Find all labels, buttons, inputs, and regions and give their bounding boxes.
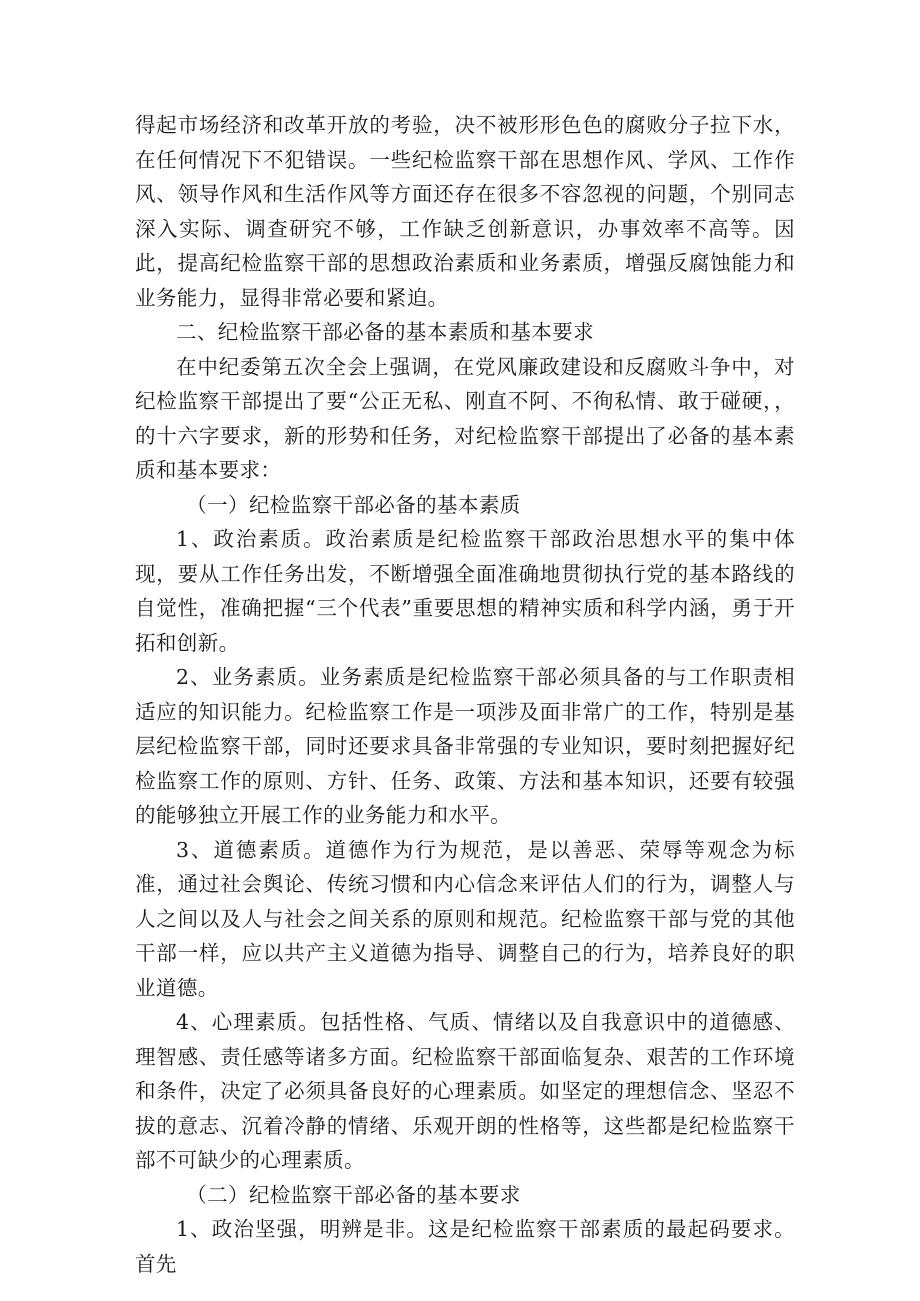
section-heading: 二、纪检监察干部必备的基本素质和基本要求 (176, 320, 594, 344)
paragraph: 2、业务素质。业务素质是纪检监察干部必须具备的与工作职责相适应的知识能力。纪检监察工作是一项涉及面非常广的工作，特别是基层纪检监察干部，同时还要求具备非常强的专业知识，要时刻把握好纪检监察工作的原则、方针、任务、政策、方法和基本知识，还要有较强的能够独立开展工作的业务能力和水平。 (135, 665, 795, 827)
paragraph: 4、心理素质。包括性格、气质、情绪以及自我意识中的道德感、理智感、责任感等诸多方面。纪检监察干部面临复杂、艰苦的工作环境和条件，决定了必须具备良好的心理素质。如坚定的理想信念、坚忍不拔的意志、沉着冷静的情绪、乐观开朗的性格等，这些都是纪检监察干部不可缺少的心理素质。 (135, 1010, 795, 1172)
paragraph: 3、道德素质。道德作为行为规范，是以善恶、荣辱等观念为标准，通过社会舆论、传统习惯和内心信念来评估人们的行为，调整人与人之间以及人与社会之间关系的原则和规范。纪检监察干部与党的其他干部一样，应以共产主义道德为指导、调整自己的行为，培养良好的职业道德。 (135, 837, 795, 1000)
subsection-heading: （一）纪检监察干部必备的基本素质 (186, 492, 521, 517)
paragraph: 1、政治素质。政治素质是纪检监察干部政治思想水平的集中体现，要从工作任务出发，不断增强全面准确地贯彻执行党的基本路线的自觉性，准确把握“三个代表”重要思想的精神实质和科学内涵，勇于开拓和创新。 (135, 527, 795, 655)
document-body (135, 108, 795, 1281)
subsection-heading: （二）纪检监察干部必备的基本要求 (186, 1182, 521, 1207)
paragraph: 1、政治坚强，明辨是非。这是纪检监察干部素质的最起码要求。首先 (135, 1217, 795, 1276)
paragraph: 在中纪委第五次全会上强调，在党风廉政建设和反腐败斗争中，对纪检监察干部提出了要“公正无私、刚直不阿、不徇私情、敢于碰硬，，的十六字要求，新的形势和任务，对纪检监察干部提出了必备的基本素质和基本要求： (135, 354, 795, 482)
paragraph-continuation: 得起市场经济和改革开放的考验，决不被形形色色的腐败分子拉下水，在任何情况下不犯错误。一些纪检监察干部在思想作风、学风、工作作风、领导作风和生活作风等方面还存在很多不容忽视的问题，个别同志深入实际、调查研究不够，工作缺乏创新意识，办事效率不高等。因此，提高纪检监察干部的思想政治素质和业务素质，增强反腐蚀能力和业务能力，显得非常必要和紧迫。 (135, 113, 795, 310)
